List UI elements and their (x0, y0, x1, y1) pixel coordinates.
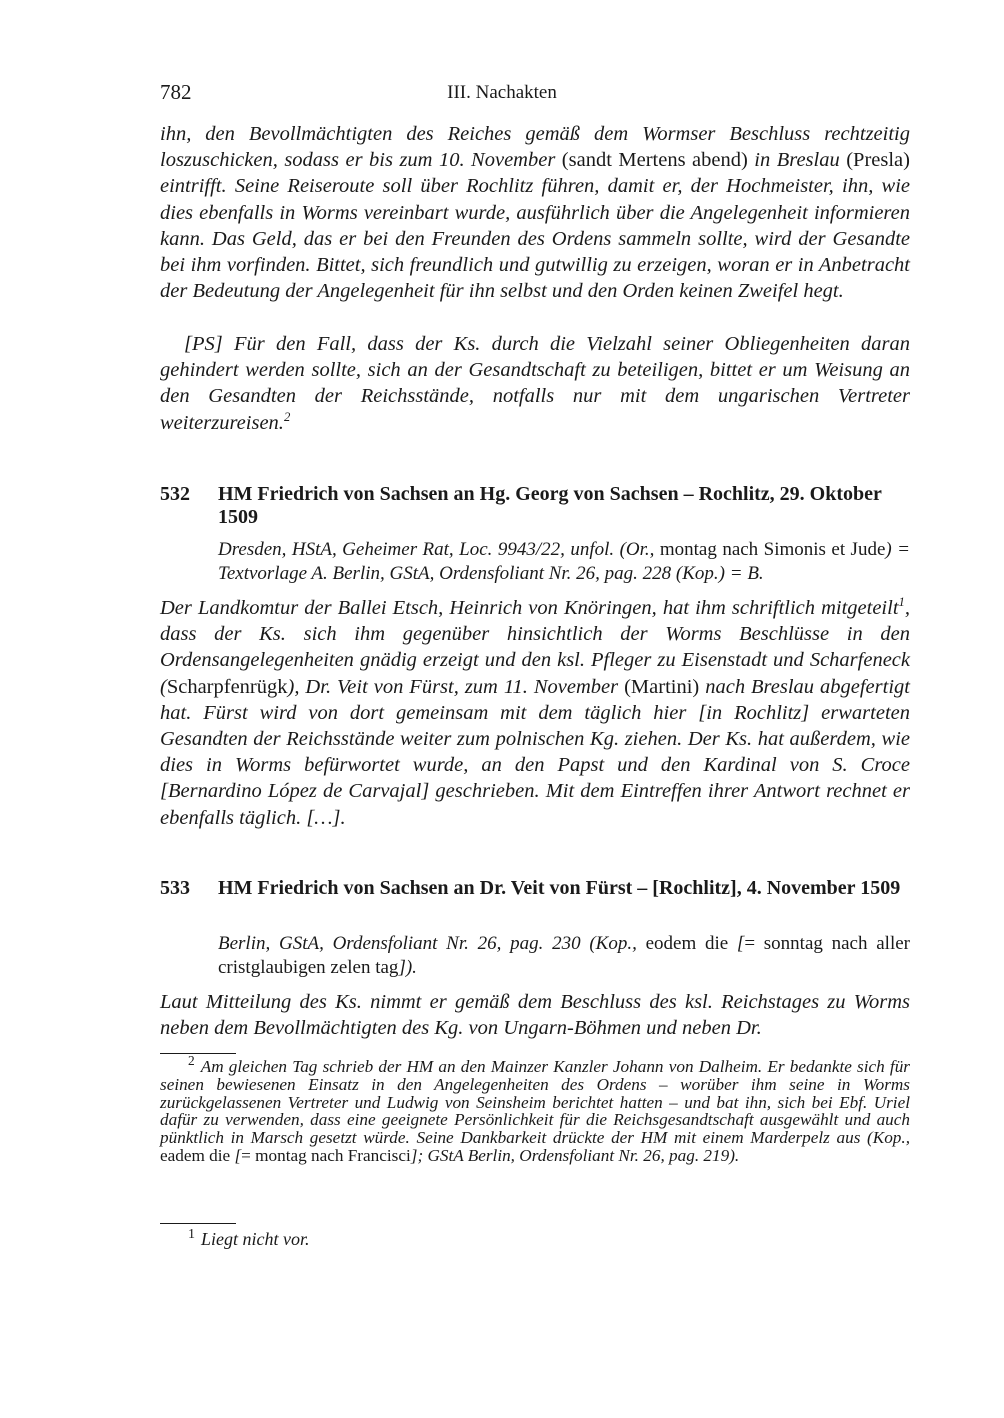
footnote-mark: 2 (188, 1053, 195, 1069)
text-run: ), Dr. Veit von Fürst, zum 11. November (287, 675, 625, 698)
footnote-separator (160, 1223, 236, 1224)
document-body-533 (160, 989, 910, 1041)
text-run: in Breslau (754, 149, 847, 172)
text-run: Berlin, GStA, Ordensfoliant Nr. 26, pag. 230 (Kop., (218, 933, 646, 954)
text-run: eadem die (160, 1145, 235, 1165)
continuation-paragraph (160, 121, 910, 304)
text-run: nach Breslau abgefertigt hat. Fürst wird von dort gemeinsam mit dem täglich hier [in Rochlitz] erwarteten Gesandten der Reichsstände weiter zum polnischen Kg. ziehen. Der Ks. hat außerdem, wie dies in Worms befürwortet wurde, an den Papst und den Kardinal von S. Croce [Bernardino López de Carvajal] geschrieben. Mit dem Eintreffen ihrer Antwort rechnet er ebenfalls täglich. […]. (160, 675, 910, 829)
text-run: , dass der Ks. sich ihm gegenüber hinsichtlich der Worms Beschlüsse in den Ordensangelegenheiten gnädig erzeigt und den ksl. Pfleger zu Eisenstadt und Scharfeneck ( (160, 597, 910, 698)
text-run: (sandt Mertens abend) (561, 149, 755, 172)
text-run: montag nach Simonis et Jude (659, 539, 886, 560)
footnote-1 (160, 1226, 910, 1249)
text-run: eintrifft. Seine Reiseroute soll über Rochlitz führen, damit er, der Hochmeister, ihn, wie dies ebenfalls in Worms vereinbart wurde, ausführlich über die Angelegenheit informieren kann. Das Geld, das er bei den Freunden des Ordens sammeln sollte, wird der Gesandte bei ihm vorfinden. Bittet, sich freundlich und gutwillig zu erzeigen, woran er in Anbetracht der Bedeutung der Angelegenheit für ihn selbst und den Orden keinen Zweifel hegt. (160, 175, 910, 303)
footnote-2 (160, 1053, 910, 1165)
text-run: Scharpfenrügk (166, 675, 288, 698)
text-run: [ (736, 933, 745, 954)
document-number: 532 (160, 483, 190, 505)
footnote-separator (160, 1053, 236, 1054)
text-run: ) = Textvorlage A. Berlin, GStA, Ordensfoliant Nr. 26, pag. 228 (Kop.) = B. (218, 539, 910, 584)
text-run: ]; GStA Berlin, Ordensfoliant Nr. 26, pag. 219). (410, 1145, 740, 1165)
document-number: 533 (160, 877, 190, 899)
document-title: HM Friedrich von Sachsen an Hg. Georg von Sachsen – Rochlitz, 29. Oktober 1509 (218, 483, 882, 528)
text-run: Laut Mitteilung des Ks. nimmt er gemäß dem Beschluss des ksl. Reichstages zu Worms neben dem Bevollmächtigten des Kg. von Ungarn-Böhmen und neben Dr. (160, 991, 910, 1040)
text-run: ]). (398, 956, 417, 978)
text-run: (Martini) (624, 675, 706, 698)
text-run: Der Landkomtur der Ballei Etsch, Heinrich von Knöringen, hat ihm schriftlich mitgeteilt (160, 597, 899, 619)
document-source-532 (218, 538, 910, 585)
footnote-ref-2[interactable]: 2 (283, 409, 291, 424)
text-run: eodem die (645, 933, 737, 954)
document-body-532 (160, 595, 910, 831)
page-number: 782 (160, 80, 192, 104)
footnote-ref-1[interactable]: 1 (898, 595, 905, 610)
text-run: [ (234, 1145, 242, 1165)
document-title: HM Friedrich von Sachsen an Dr. Veit von Fürst – [Rochlitz], 4. November 1509 (218, 877, 901, 899)
footnote-text: Liegt nicht vor. (201, 1229, 310, 1249)
text-run: Am gleichen Tag schrieb der HM an den Mainzer Kanzler Johann von Dalheim. Er bedankte sich für seinen bewiesenen Einsatz in den Angelegenheiten des Ordens – worüber ihm seine in Worms zurückgelassenen Vertreter und Ludwig von Seinsheim berichtet hatten – und bat ihn, sich bei Ebf. Uriel dafür zu verwenden, dass eine geeignete Persönlichkeit für die Reichsgesandtschaft ausgewählt und auch pünktlich in Marsch gesetzt würde. Seine Dankbarkeit drückte der HM mit einem Marderpelz aus (Kop., (160, 1057, 910, 1148)
text-run: = sonntag nach aller cristglaubigen zelen tag (218, 933, 910, 978)
document-heading-533 (160, 877, 910, 925)
postscript-text: [PS] Für den Fall, dass der Ks. durch die Vielzahl seiner Obliegenheiten daran gehindert werden sollte, sich an der Gesandtschaft zu beteiligen, bittet er um Weisung an den Gesandten der Reichsstände, notfalls nur mit dem ungarischen Vertreter weiterzureisen. (160, 333, 910, 434)
document-source-533 (218, 932, 910, 979)
footnote-mark: 1 (188, 1226, 196, 1242)
running-head: III. Nachakten (447, 82, 557, 103)
text-run: = montag nach Francisci (241, 1145, 411, 1165)
postscript-paragraph (160, 331, 910, 436)
text-run: Dresden, HStA, Geheimer Rat, Loc. 9943/22, unfol. (Or., (218, 539, 660, 560)
document-heading-532 (160, 483, 910, 531)
text-run: (Presla) (846, 149, 910, 172)
text-run: ihn, den Bevollmächtigten des Reiches gemäß dem Wormser Beschluss rechtzeitig loszuschicken, sodass er bis zum 10. November (160, 123, 910, 172)
